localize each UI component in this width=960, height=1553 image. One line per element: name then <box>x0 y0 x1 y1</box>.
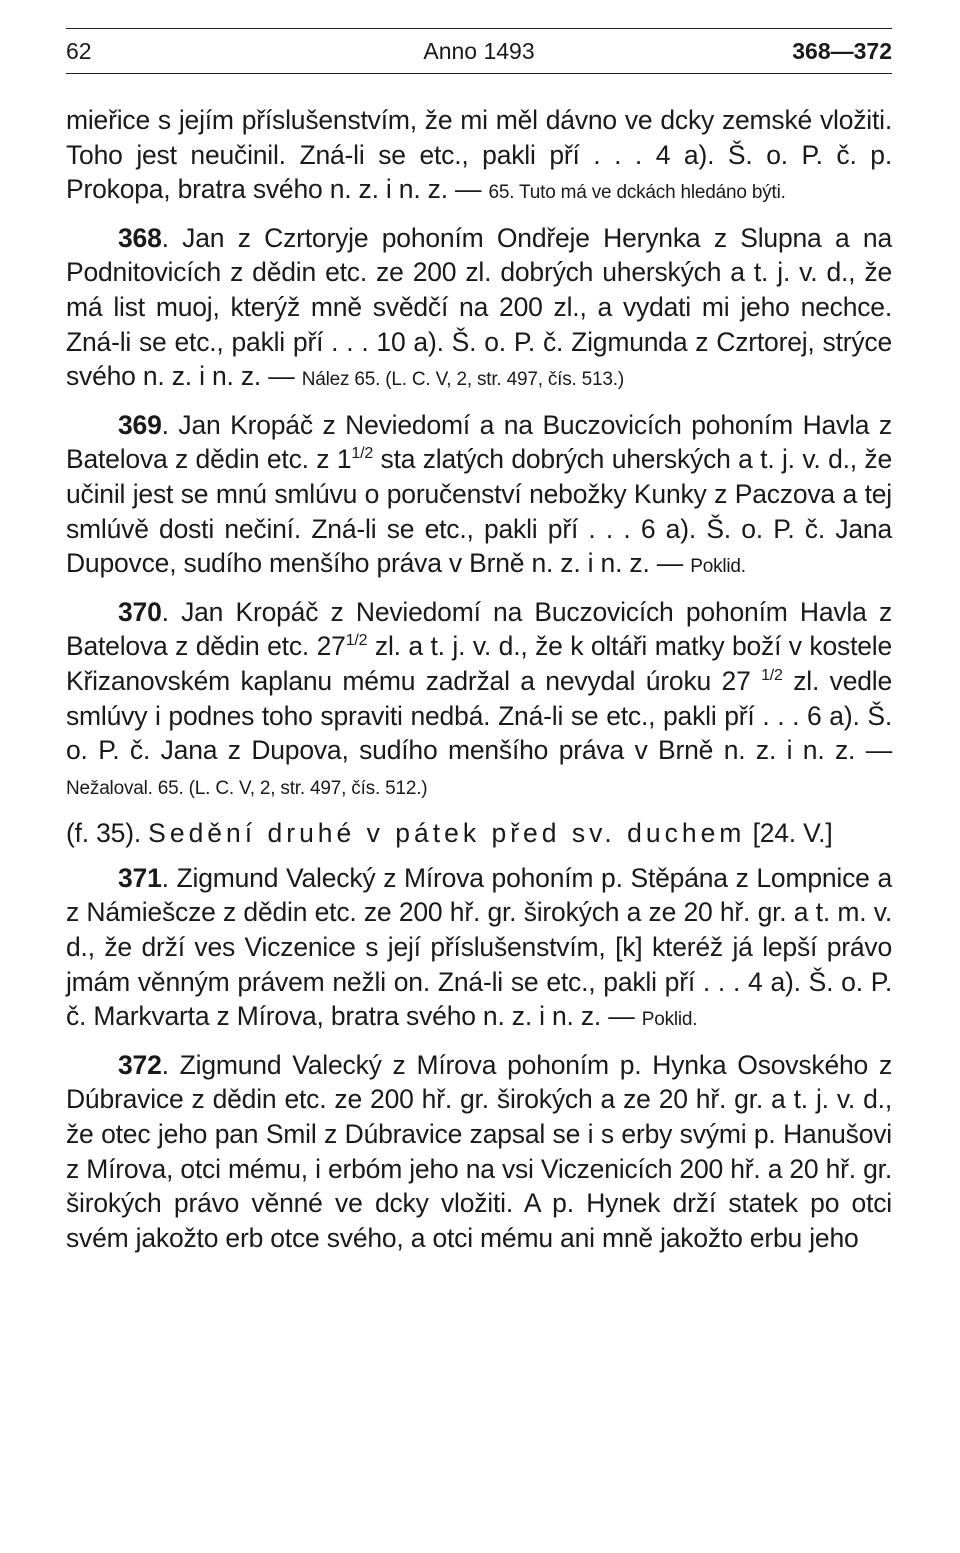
session-title: Sedění druhé v pátek před sv. duchem <box>148 818 746 849</box>
entry-note: Nález 65. (L. C. V, 2, str. 497, čís. 513.) <box>301 369 624 391</box>
entry-text: . Zigmund Valecký z Mírova pohoním p. Stěpána z Lompnice a z Námiešcze z dědin etc. ze 200 hř. gr. širokých a ze 20 hř. gr. a t. m. v. d., že drží ves Viczenice s její příslušenstvím, [k] kteréž já lepší právo jmám věnným právem nežli on. Zná-li se etc., pakli pří . . . 4 a). Š. o. P. č. Markvarta z Mírova, bratra svého n. z. i n. z. — <box>66 862 892 1032</box>
entry-368 <box>66 221 892 398</box>
entry-369 <box>66 408 892 585</box>
entry-text: mieřice s jejím příslušenstvím, že mi měl dávno ve dcky zemské vložiti. Toho jest neučinil. Zná-li se etc., pakli pří . . . 4 a). Š. o. P. č. p. Prokopa, bratra svého n. z. i n. z. — <box>66 105 892 205</box>
entry-note: Poklid. <box>690 556 746 578</box>
entry-range: 368—372 <box>792 38 892 64</box>
page-number: 62 <box>66 38 92 64</box>
entry-continuation <box>66 103 892 211</box>
entry-text-cont: zl. a t. j. v. d., že k oltáři matky boží v kostele Křizanovském kaplanu mému zadržal a nevydal úroku 27 <box>66 631 892 696</box>
entry-note: Poklid. <box>641 1009 698 1031</box>
fraction: 1/2 <box>345 632 368 650</box>
header-title: Anno 1493 <box>423 38 535 64</box>
entry-number: 368 <box>118 222 162 253</box>
entry-number: 372 <box>118 1049 162 1080</box>
entry-text: . Jan Kropáč z Neviedomí na Buczovicích pohoním Havla z Batelova z dědin etc. 27 <box>66 596 892 662</box>
session-heading <box>66 816 892 851</box>
entry-number: 371 <box>118 862 162 893</box>
entry-number: 369 <box>118 409 162 440</box>
session-date: [24. V.] <box>752 818 833 849</box>
fraction: 1/2 <box>761 667 783 685</box>
entry-number: 370 <box>118 596 162 627</box>
entry-text-cont: sta zlatých dobrých uherských a t. j. v. d., že učinil jest se mnú smlúvu o poručenství nebožky Kunky z Paczova a tej smlúvě dosti nečiní. Zná-li se etc., pakli pří . . . 6 a). Š. o. P. č. Jana Dupovce, sudího menšího práva v Brně n. z. i n. z. — <box>66 444 893 579</box>
entry-note: Nežaloval. 65. (L. C. V, 2, str. 497, čís. 512.) <box>66 777 428 799</box>
entry-370 <box>66 595 892 807</box>
folio-ref: (f. 35). <box>66 818 141 849</box>
fraction: 1/2 <box>351 445 374 463</box>
entry-372 <box>66 1048 892 1256</box>
entry-note: 65. Tuto má ve dckách hledáno býti. <box>488 182 786 204</box>
entry-text: . Jan z Czrtoryje pohoním Ondřeje Herynka z Slupna a na Podnitovicích z dědin etc. ze 200 zl. dobrých uherských a t. j. v. d., že má list muoj, kterýž mně svědčí na 200 zl., a vydati mi jeho nechce. Zná-li se etc., pakli pří . . . 10 a). Š. o. P. č. Zigmunda z Czrtorej, strýce svého n. z. i n. z. — <box>66 222 892 392</box>
entry-text: . Jan Kropáč z Neviedomí a na Buczovicích pohoním Havla z Batelova z dědin etc. z 1 <box>66 409 892 475</box>
page-body <box>66 103 892 1265</box>
entry-text-cont: zl. vedle smlúvy i podnes toho spraviti nedbá. Zná-li se etc., pakli pří . . . 6 a). Š. o. P. č. Jana z Dupova, sudího menšího práva v Brně n. z. i n. z. — <box>66 665 893 766</box>
running-header <box>66 28 892 74</box>
entry-371 <box>66 861 892 1038</box>
entry-text: . Zigmund Valecký z Mírova pohoním p. Hynka Osovského z Dúbravice z dědin etc. ze 200 hř. gr. širokých a ze 20 hř. gr. a t. j. v. d., že otec jeho pan Smil z Dúbravice zapsal se i s erby svými p. Hanušovi z Mírova, otci mému, i erbóm jeho na vsi Viczenicích 200 hř. a 20 hř. gr. širokých právo věnné ve dcky vložiti. A p. Hynek drží statek po otci svém jakožto erb otce svého, a otci mému ani mně jakožto erbu jeho <box>66 1049 892 1253</box>
